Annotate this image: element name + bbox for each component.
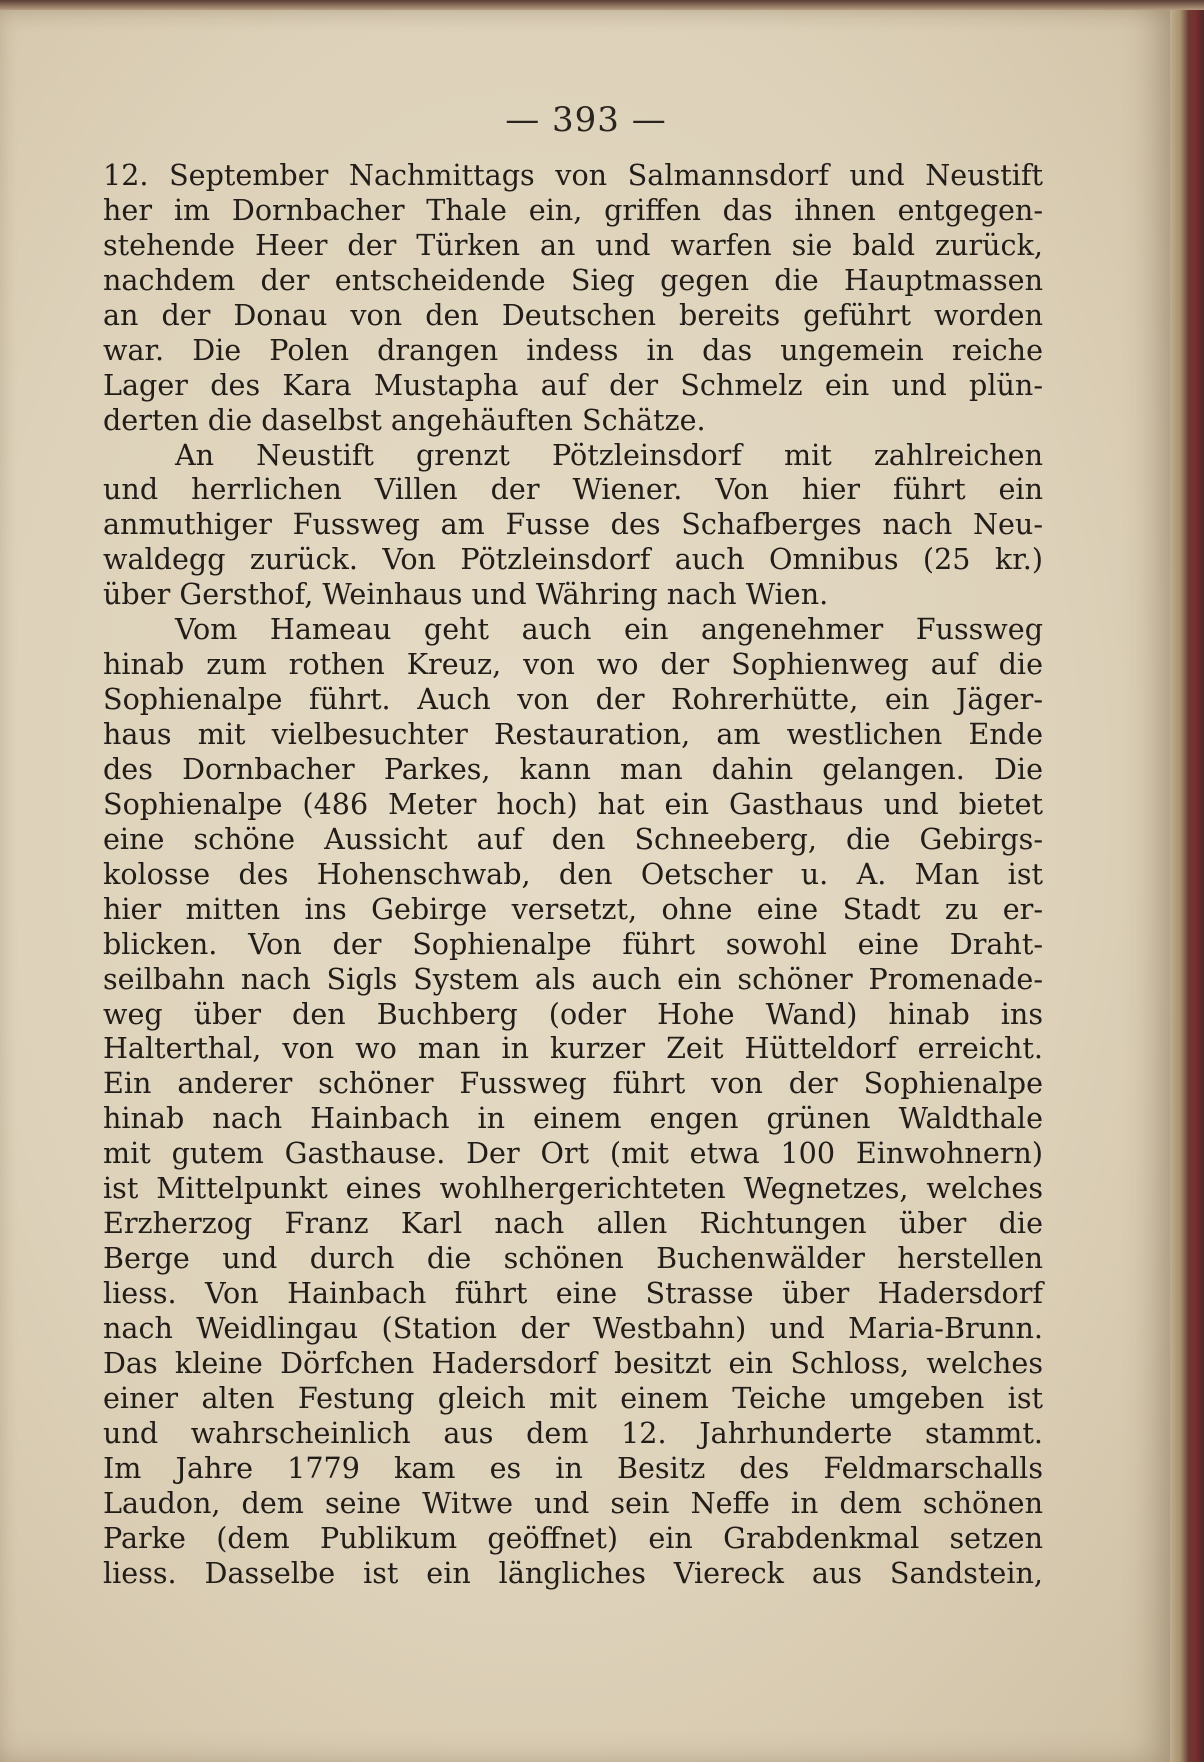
- text-line: hinab nach Hainbach in einem engen grünen Waldthale: [103, 1101, 1043, 1136]
- text-line: Laudon, dem seine Witwe und sein Neffe in dem schönen: [103, 1485, 1043, 1520]
- text-line: einer alten Festung gleich mit einem Teiche umgeben ist: [103, 1380, 1043, 1415]
- text-line: liess. Dasselbe ist ein längliches Viereck aus Sandstein,: [103, 1555, 1043, 1590]
- text-line: anmuthiger Fussweg am Fusse des Schafberges nach Neu-: [103, 507, 1043, 542]
- text-line: haus mit vielbesuchter Restauration, am westlichen Ende: [103, 717, 1043, 751]
- text-line: seilbahn nach Sigls System als auch ein schöner Promenade-: [103, 961, 1043, 996]
- text-line: eine schöne Aussicht auf den Schneeberg, die Gebirgs-: [103, 821, 1043, 856]
- text-line: ist Mittelpunkt eines wohlhergerichteten Wegnetzes, welches: [103, 1171, 1043, 1206]
- text-line: Halterthal, von wo man in kurzer Zeit Hütteldorf erreicht.: [103, 1031, 1043, 1066]
- text-line: Im Jahre 1779 kam es in Besitz des Feldmarschalls: [103, 1450, 1043, 1485]
- text-line: hinab zum rothen Kreuz, von wo der Sophienweg auf die: [103, 647, 1043, 682]
- text-line: Sophienalpe (486 Meter hoch) hat ein Gasthaus und bietet: [103, 786, 1043, 821]
- page-edge: [1170, 0, 1204, 1762]
- text-line: Parke (dem Publikum geöffnet) ein Grabdenkmal setzen: [103, 1520, 1043, 1555]
- text-line: kolosse des Hohenschwab, den Oetscher u. A. Man ist: [103, 856, 1043, 891]
- body-text: [103, 158, 1043, 1590]
- text-line: und herrlichen Villen der Wiener. Von hier führt ein: [103, 472, 1043, 507]
- text-line: an der Donau von den Deutschen bereits geführt worden: [103, 297, 1043, 332]
- text-line: Vom Hameau geht auch ein angenehmer Fussweg: [175, 612, 1043, 647]
- text-line: Berge und durch die schönen Buchenwälder herstellen: [103, 1241, 1043, 1276]
- text-line: war. Die Polen drangen indess in das ungemein reiche: [103, 332, 1043, 367]
- text-line: stehende Heer der Türken an und warfen sie bald zurück,: [103, 227, 1043, 262]
- top-edge: [0, 0, 1204, 10]
- text-line: Lager des Kara Mustapha auf der Schmelz ein und plün-: [103, 367, 1043, 402]
- text-line: 12. September Nachmittags von Salmannsdorf und Neustift: [103, 158, 1043, 192]
- text-line: und wahrscheinlich aus dem 12. Jahrhunderte stammt.: [103, 1415, 1043, 1450]
- text-line: waldegg zurück. Von Pötzleinsdorf auch Omnibus (25 kr.): [103, 542, 1043, 577]
- text-line: derten die daselbst angehäuften Schätze.: [103, 402, 706, 437]
- text-line: über Gersthof, Weinhaus und Währing nach Wien.: [103, 577, 829, 612]
- text-line: nach Weidlingau (Station der Westbahn) und Maria-Brunn.: [103, 1310, 1043, 1345]
- text-line: An Neustift grenzt Pötzleinsdorf mit zahlreichen: [175, 437, 1043, 472]
- text-line: liess. Von Hainbach führt eine Strasse über Hadersdorf: [103, 1276, 1043, 1310]
- text-line: des Dornbacher Parkes, kann man dahin gelangen. Die: [103, 751, 1043, 786]
- text-line: Das kleine Dörfchen Hadersdorf besitzt ein Schloss, welches: [103, 1345, 1043, 1380]
- text-line: weg über den Buchberg (oder Hohe Wand) hinab ins: [103, 996, 1043, 1031]
- text-line: Ein anderer schöner Fussweg führt von der Sophienalpe: [103, 1066, 1043, 1101]
- text-line: blicken. Von der Sophienalpe führt sowohl eine Draht-: [103, 926, 1043, 961]
- text-line: Sophienalpe führt. Auch von der Rohrerhütte, ein Jäger-: [103, 682, 1043, 717]
- text-line: Erzherzog Franz Karl nach allen Richtungen über die: [103, 1206, 1043, 1241]
- text-line: hier mitten ins Gebirge versetzt, ohne eine Stadt zu er-: [103, 891, 1043, 926]
- page-number: — 393 —: [505, 100, 667, 140]
- text-line: nachdem der entscheidende Sieg gegen die Hauptmassen: [103, 262, 1043, 297]
- text-line: mit gutem Gasthause. Der Ort (mit etwa 100 Einwohnern): [103, 1136, 1043, 1171]
- text-line: her im Dornbacher Thale ein, griffen das ihnen entgegen-: [103, 192, 1043, 227]
